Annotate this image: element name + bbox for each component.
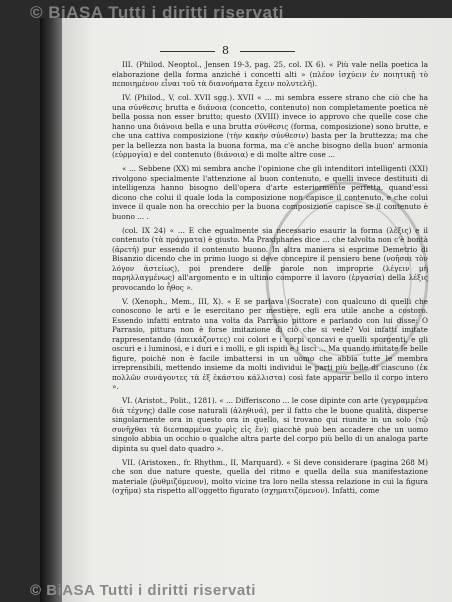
header-rule-left <box>160 51 215 52</box>
paragraph-5: V. (Xenoph., Mem., III, X). « E se parlava (Socrate) con qualcuno di quelli che conoscono le arti e le esercitano per mestiere, egli era utile anche a costoro. Essendo infatti entrato una volta da Parrasio pittore e parlando con lui disse: O Parrasio, pittura non è forse imitazione di ciò che si vede? Voi infatti imitate rappresentando (ἀπεικάζοντες) coi colori e i corpi concavi e quelli sporgenti, e gli oscuri e i luminosi, e i duri e i molli, e gli ispidi e i lisci ... Ma quando imitate le belle figure, poichè non è facile imbattersi in un uomo che abbia tutte le membra irreprensibili, mettendo insieme da molti individui le parti più belle di ciascuno (ἐκ πολλῶν συνάγοντες τὰ ἐξ ἑκάστου κάλλιστα) così fate apparir bello il corpo intero ». <box>112 296 428 391</box>
paragraph-2: IV. (Philod., V, col. XVII sgg.). XVII « ... mi sembra essere strano che ciò che ha una σύνθεσις brutta e διάνοια (concetto, contenuto) non completamente poetica nè bella possa non esser brutto; questo (XVIII) invece io approvo che quelle cose che hanno una διάνοια bella e una brutta σύνθεσις (forma, composizione) sono brutte, e che una cattiva composizione (τὴν κακὴν σύνθεσιν) basta per la bruttezza; ma che per la bellezza non basta la buona forma, ma c'è anche bisogno della buon' armonia (εὐρμογία) e del contenuto (διάνοια) e di molte altre cose ... <box>112 93 428 159</box>
watermark-bottom: © BiASA Tutti i diritti riservati <box>30 582 256 599</box>
paragraph-6: VI. (Aristot., Polit., 1281). « ... Differiscono ... le cose dipinte con arte (γεγραμμένα διὰ τέχνης) dalle cose naturali (ἀληθινά), per il fatto che le buone qualità, disperse singolarmente ora in questo ora in quello, si trovano qui riunite in un solo (τῷ συνῆχθαι τὰ διεσπαρμένα χωρὶς εἰς ἕν); giacchè può ben accadere che un uomo singolo abbia un occhio o qualche altra parte del corpo più bello di un analoga parte dipinta su quel dato quadro ». <box>112 396 429 453</box>
header-rule-right <box>240 51 295 52</box>
watermark-top: © BiASA Tutti i diritti riservati <box>30 3 284 22</box>
body-text <box>112 60 428 500</box>
paragraph-7: VII. (Aristoxen., fr. Rhythm., II, Marquard). « Si deve considerare (pagina 268 M) che son due nature queste, quella del ritmo e quella della sua manifestazione materiale (ῥυθμιζόμενον), molto vicine tra loro nella stessa relazione in cui la figura (σχῆμα) sta rispetto all'oggetto figurato (σχηματιζόμενον). Infatti, come <box>112 457 428 495</box>
paragraph-4: (col. IX 24) « ... E che egualmente sia necessario esaurir la forma (λέξις) e il contenuto (τὰ πράγματα) è giusto. Ma Praxiphanes dice ... che talvolta non c'è bontà (ἀρετή) pur essendo il contenuto buono. In altra maniera si esprime Demetrio di Bisanzio dicendo che in primo luogo si deve concepire il pensiero bene (νοῆσαι τὸν λόγον ἀστείως), poi prendere delle parole non improprie (λέγειν μὴ παρηλλαγμένως) all'argomento e in ultimo comporre il lavoro (ἐργασία) della λέξις provocando lo ἦθος ». <box>112 225 428 292</box>
paragraph-1: III. (Philod. Neoptol., Jensen 19-3, pag. 25, col. IX 6). « Più vale nella poetica la elaborazione della forma anziché i concetti alti » (πλέον ἰσχύειν ἐν ποιητικῇ τὸ πεποιημένον εἶναι τοῦ τὰ διανοήματα ἔχειν πολυτελῆ). <box>112 60 428 88</box>
page-number: 8 <box>222 44 229 57</box>
paragraph-3: « ... Sebbene (XX) mi sembra anche l'opinione che gli intenditori intelligenti (XXI) rivolgono specialmente l'attenzione al buon contenuto, e quelli invece destituiti di intelligenza hanno bisogno dell'opera d'arte esteriormente perfetta, quand'essi dicono che colui il quale loda la composizione non capisce il contenuto, e che colui invece il quale non ha orecchio per la buona composizione capisce se il contenuto è buono ... . <box>112 164 428 221</box>
